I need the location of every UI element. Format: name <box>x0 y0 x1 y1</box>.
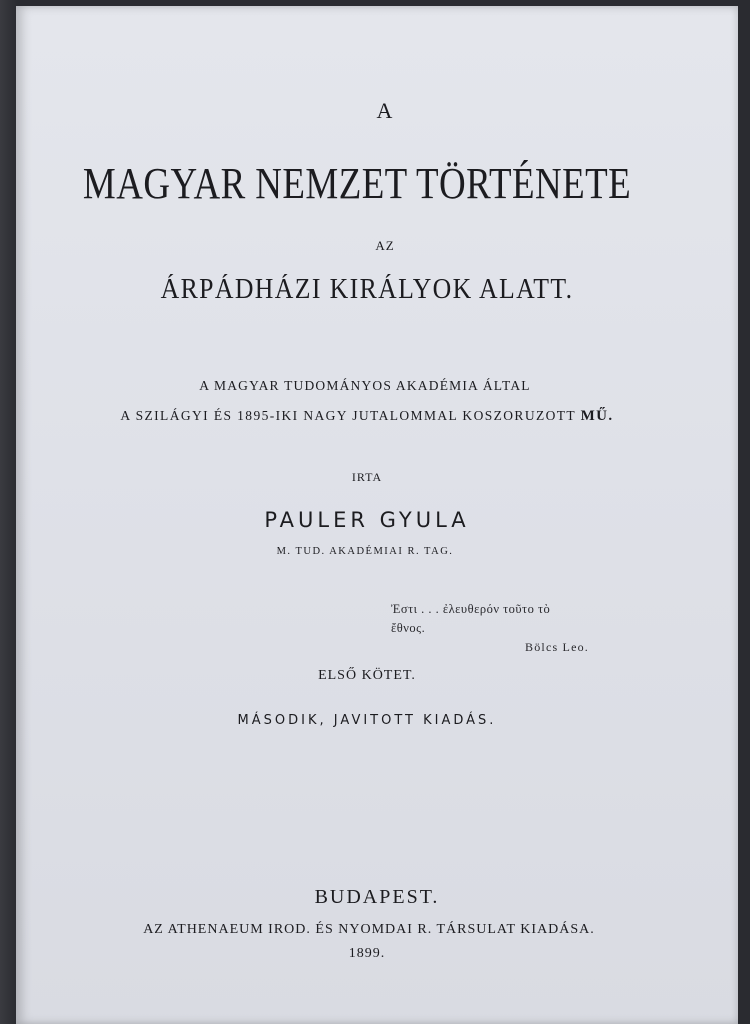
main-title: MAGYAR NEMZET TÖRTÉNETE <box>82 159 632 208</box>
publication-year: 1899. <box>348 946 386 961</box>
edition-label: MÁSODIK, JAVITOTT KIADÁS. <box>237 713 497 728</box>
subtitle: ÁRPÁDHÁZI KIRÁLYOK ALATT. <box>160 274 574 305</box>
author-name: PAULER GYULA <box>264 508 470 532</box>
publisher: AZ ATHENAEUM IROD. ÉS NYOMDAI R. TÁRSULAT KIADÁSA. <box>143 922 595 937</box>
epigraph <box>391 600 631 657</box>
volume-label: ELSŐ KÖTET. <box>318 668 416 683</box>
award-line-2-emphasis: MŰ. <box>580 408 614 424</box>
title-article: A <box>376 98 394 123</box>
award-line-1: A MAGYAR TUDOMÁNYOS AKADÉMIA ÁLTAL <box>199 378 531 393</box>
publication-city: BUDAPEST. <box>314 886 440 908</box>
author-role: M. TUD. AKADÉMIAI R. TAG. <box>276 546 454 557</box>
epigraph-line-2: ἔθνος. <box>391 621 426 635</box>
award-line-2 <box>6 408 728 425</box>
award-line-2-text: A SZILÁGYI ÉS 1895-IKI NAGY JUTALOMMAL KOSZORUZOTT <box>120 408 576 423</box>
byline: IRTA <box>351 470 383 484</box>
epigraph-line-1: Ἐστι . . . ἐλευθερόν τοῦτο τὸ <box>391 602 551 616</box>
title-connector: AZ <box>375 238 395 253</box>
title-page <box>16 6 738 1024</box>
epigraph-attribution: Bölcs Leo. <box>525 640 589 654</box>
